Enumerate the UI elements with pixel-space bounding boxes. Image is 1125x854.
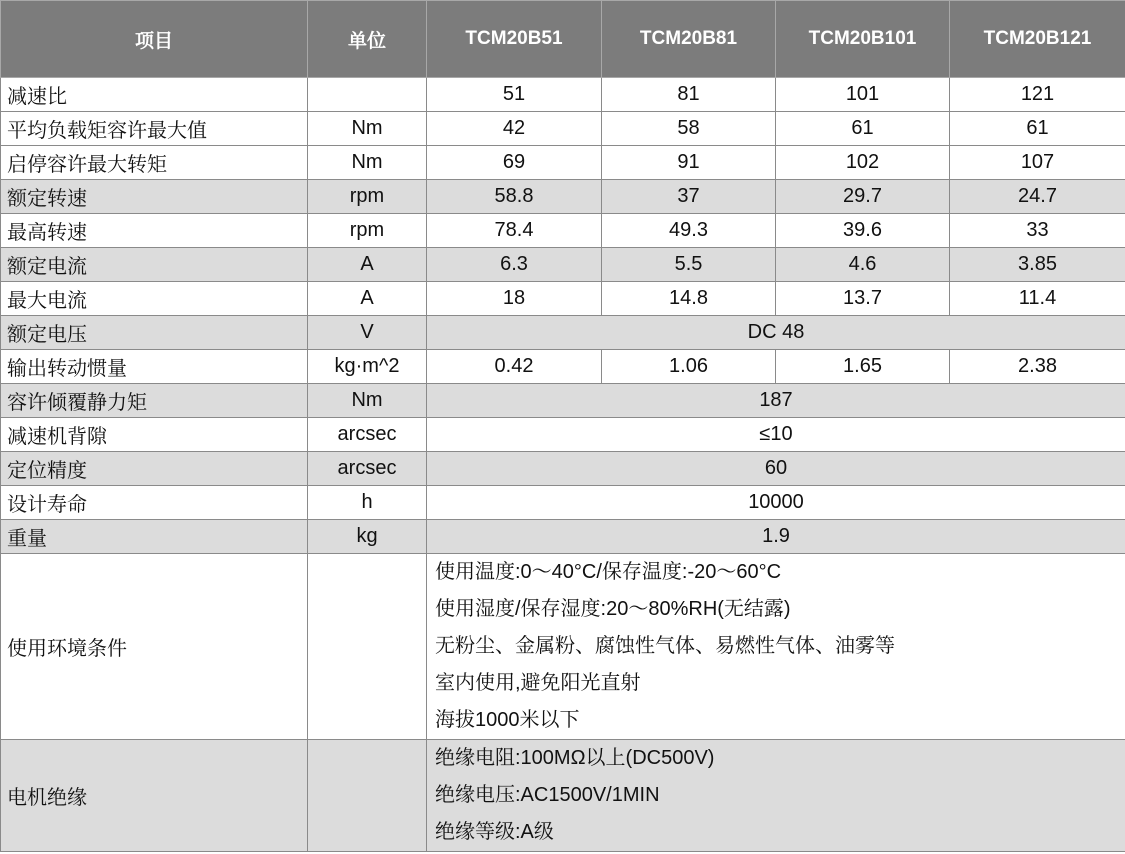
row-label: 容许倾覆静力矩 (1, 384, 308, 418)
table-row (1, 214, 1125, 248)
table-row (1, 146, 1125, 180)
cell-value: 91 (602, 146, 776, 180)
table-row (1, 180, 1125, 214)
condition-line: 海拔1000米以下 (435, 709, 580, 731)
row-unit: h (308, 486, 427, 520)
row-unit: A (308, 282, 427, 316)
cell-value: 6.3 (427, 248, 602, 282)
condition-line: 室内使用,避免阳光直射 (435, 672, 641, 694)
cell-value: 51 (427, 78, 602, 112)
cell-value: 1.65 (776, 350, 950, 384)
cell-value: 42 (427, 112, 602, 146)
row-unit: V (308, 316, 427, 350)
condition-line: 使用温度:0～40°C/保存温度:-20～60°C (435, 561, 782, 583)
cell-value: 18 (427, 282, 602, 316)
table-row (1, 78, 1125, 112)
table-row (1, 418, 1125, 452)
row-label: 减速比 (1, 78, 308, 112)
cell-value: 78.4 (427, 214, 602, 248)
cell-value-merged: 10000 (427, 486, 1125, 520)
cell-value: 14.8 (602, 282, 776, 316)
environment-conditions (427, 554, 1125, 740)
row-unit: Nm (308, 112, 427, 146)
row-unit: arcsec (308, 418, 427, 452)
cell-value: 2.38 (950, 350, 1125, 384)
header-model-tcm20b101: TCM20B101 (776, 1, 950, 78)
cell-value: 24.7 (950, 180, 1125, 214)
row-label: 减速机背隙 (1, 418, 308, 452)
cell-value: 11.4 (950, 282, 1125, 316)
row-unit: Nm (308, 384, 427, 418)
row-unit: kg (308, 520, 427, 554)
row-label: 额定电流 (1, 248, 308, 282)
cell-value-merged: 1.9 (427, 520, 1125, 554)
cell-value: 37 (602, 180, 776, 214)
cell-value: 107 (950, 146, 1125, 180)
row-unit (308, 554, 427, 740)
row-unit: arcsec (308, 452, 427, 486)
row-label: 最大电流 (1, 282, 308, 316)
row-unit: rpm (308, 180, 427, 214)
insulation-line: 绝缘电阻:100MΩ以上(DC500V) (435, 747, 715, 769)
row-unit (308, 740, 427, 852)
insulation-row (1, 740, 1125, 852)
header-model-tcm20b81: TCM20B81 (602, 1, 776, 78)
header-model-tcm20b121: TCM20B121 (950, 1, 1125, 78)
table-row (1, 452, 1125, 486)
row-unit: kg·m^2 (308, 350, 427, 384)
row-label: 输出转动惯量 (1, 350, 308, 384)
condition-line: 无粉尘、金属粉、腐蚀性气体、易燃性气体、油雾等 (435, 635, 895, 657)
cell-value: 39.6 (776, 214, 950, 248)
insulation-specs (427, 740, 1125, 852)
insulation-line: 绝缘电压:AC1500V/1MIN (435, 784, 660, 806)
row-label: 最高转速 (1, 214, 308, 248)
cell-value: 61 (950, 112, 1125, 146)
cell-value: 3.85 (950, 248, 1125, 282)
environment-row (1, 554, 1125, 740)
header-unit: 单位 (308, 1, 427, 78)
table-row (1, 520, 1125, 554)
cell-value: 0.42 (427, 350, 602, 384)
row-unit: Nm (308, 146, 427, 180)
cell-value: 33 (950, 214, 1125, 248)
row-label: 启停容许最大转矩 (1, 146, 308, 180)
row-label: 重量 (1, 520, 308, 554)
cell-value: 102 (776, 146, 950, 180)
row-label: 使用环境条件 (1, 554, 308, 740)
cell-value: 121 (950, 78, 1125, 112)
cell-value: 69 (427, 146, 602, 180)
cell-value: 5.5 (602, 248, 776, 282)
cell-value: 58 (602, 112, 776, 146)
cell-value-merged: 187 (427, 384, 1125, 418)
cell-value: 61 (776, 112, 950, 146)
cell-value: 13.7 (776, 282, 950, 316)
table-row (1, 316, 1125, 350)
cell-value: 101 (776, 78, 950, 112)
condition-line: 使用湿度/保存湿度:20～80%RH(无结露) (435, 598, 791, 620)
table-row (1, 282, 1125, 316)
cell-value: 4.6 (776, 248, 950, 282)
cell-value-merged: ≤10 (427, 418, 1125, 452)
table-row (1, 486, 1125, 520)
header-row (1, 1, 1125, 78)
cell-value: 29.7 (776, 180, 950, 214)
row-label: 电机绝缘 (1, 740, 308, 852)
row-label: 设计寿命 (1, 486, 308, 520)
cell-value-merged: DC 48 (427, 316, 1125, 350)
row-label: 定位精度 (1, 452, 308, 486)
row-label: 额定电压 (1, 316, 308, 350)
header-item: 项目 (1, 1, 308, 78)
row-unit: rpm (308, 214, 427, 248)
insulation-line: 绝缘等级:A级 (435, 821, 554, 843)
row-label: 额定转速 (1, 180, 308, 214)
header-model-tcm20b51: TCM20B51 (427, 1, 602, 78)
table-row (1, 384, 1125, 418)
cell-value: 49.3 (602, 214, 776, 248)
row-label: 平均负载矩容许最大值 (1, 112, 308, 146)
cell-value: 58.8 (427, 180, 602, 214)
row-unit: A (308, 248, 427, 282)
table-row (1, 112, 1125, 146)
cell-value: 1.06 (602, 350, 776, 384)
table-row (1, 350, 1125, 384)
cell-value: 81 (602, 78, 776, 112)
cell-value-merged: 60 (427, 452, 1125, 486)
row-unit (308, 78, 427, 112)
table-row (1, 248, 1125, 282)
